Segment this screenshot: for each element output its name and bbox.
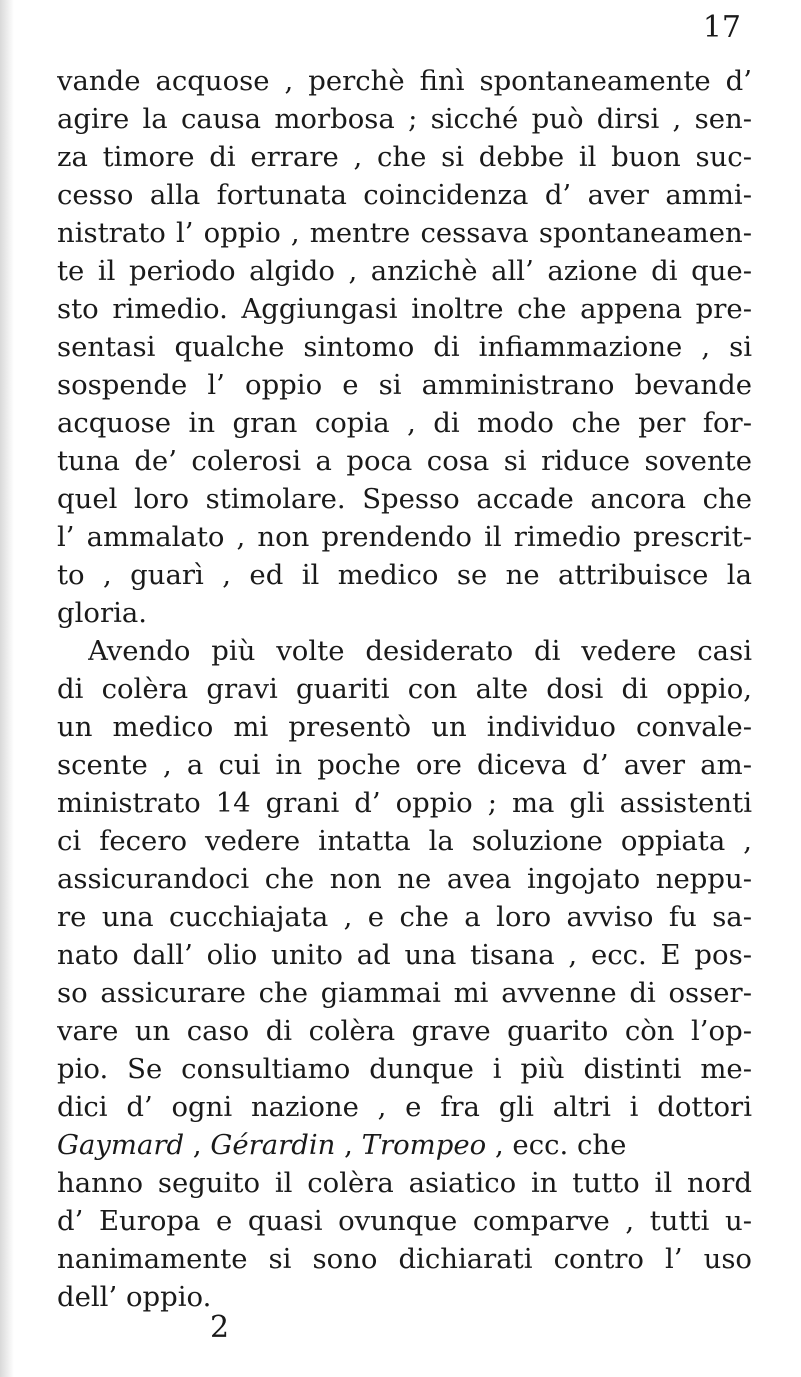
text-line: hanno seguito il colèra asiatico in tutto il nord [57, 1167, 752, 1199]
text-line: scente , a cui in poche ore diceva d’ aver am- [57, 749, 752, 781]
text-line: so assicurare che giammai mi avvenne di osser- [57, 977, 752, 1009]
text-line: acquose in gran copia , di modo che per for- [57, 407, 752, 439]
author-name: Gérardin [210, 1129, 336, 1161]
page-number: 17 [702, 10, 741, 45]
text-line: sospende l’ oppio e si amministrano bevande [57, 369, 752, 401]
text-line: quel loro stimolare. Spesso accade ancora che [57, 483, 752, 515]
text-line: cesso alla fortunata coincidenza d’ aver ammi- [57, 179, 752, 211]
page-edge-shadow [0, 0, 14, 1377]
text-line: re una cucchiajata , e che a loro avviso fu sa- [57, 901, 752, 933]
text-line: d’ Europa e quasi ovunque comparve , tutti u- [57, 1205, 752, 1237]
text-line: ministrato 14 grani d’ oppio ; ma gli assistenti [57, 787, 752, 819]
text-line: agire la causa morbosa ; sicché può dirsi , sen- [57, 103, 752, 135]
text-line: sentasi qualche sintomo di infiammazione , si [57, 331, 752, 363]
signature-mark: 2 [210, 1310, 230, 1345]
separator: , [335, 1129, 362, 1161]
text-line: un medico mi presentò un individuo convale- [57, 711, 752, 743]
text-line: sto rimedio. Aggiungasi inoltre che appena pre- [57, 293, 752, 325]
text-line: pio. Se consultiamo dunque i più distinti me- [57, 1053, 752, 1085]
text-line: nistrato l’ oppio , mentre cessava spontaneamen- [57, 217, 752, 249]
author-name: Gaymard [57, 1129, 185, 1161]
author-name: Trompeo [361, 1129, 487, 1161]
text-line: za timore di errare , che si debbe il buon suc- [57, 141, 752, 173]
text-line: assicurandoci che non ne avea ingojato neppu- [57, 863, 752, 895]
text-line: vande acquose , perchè finì spontaneamente d’ [57, 65, 752, 97]
line-tail: , ecc. che [486, 1129, 627, 1161]
text-line: gloria. [57, 597, 148, 629]
text-line: dici d’ ogni nazione , e fra gli altri i dottori [57, 1091, 752, 1123]
text-line: to , guarì , ed il medico se ne attribuisce la [57, 559, 752, 591]
text-line: te il periodo algido , anzichè all’ azione di que- [57, 255, 752, 287]
text-line: dell’ oppio. [57, 1281, 212, 1313]
text-line: di colèra gravi guariti con alte dosi di oppio, [57, 673, 752, 705]
text-line: tuna de’ colerosi a poca cosa si riduce sovente [57, 445, 752, 477]
names-line [57, 1126, 752, 1164]
paragraph-first-line: Avendo più volte desiderato di vedere casi [88, 635, 752, 667]
separator: , [184, 1129, 211, 1161]
text-line: ci fecero vedere intatta la soluzione oppiata , [57, 825, 752, 857]
text-line: nato dall’ olio unito ad una tisana , ecc. E pos- [57, 939, 752, 971]
text-line: vare un caso di colèra grave guarito còn l’op- [57, 1015, 752, 1047]
text-line: nanimamente si sono dichiarati contro l’ uso [57, 1243, 752, 1275]
text-line: l’ ammalato , non prendendo il rimedio prescrit- [57, 521, 752, 553]
